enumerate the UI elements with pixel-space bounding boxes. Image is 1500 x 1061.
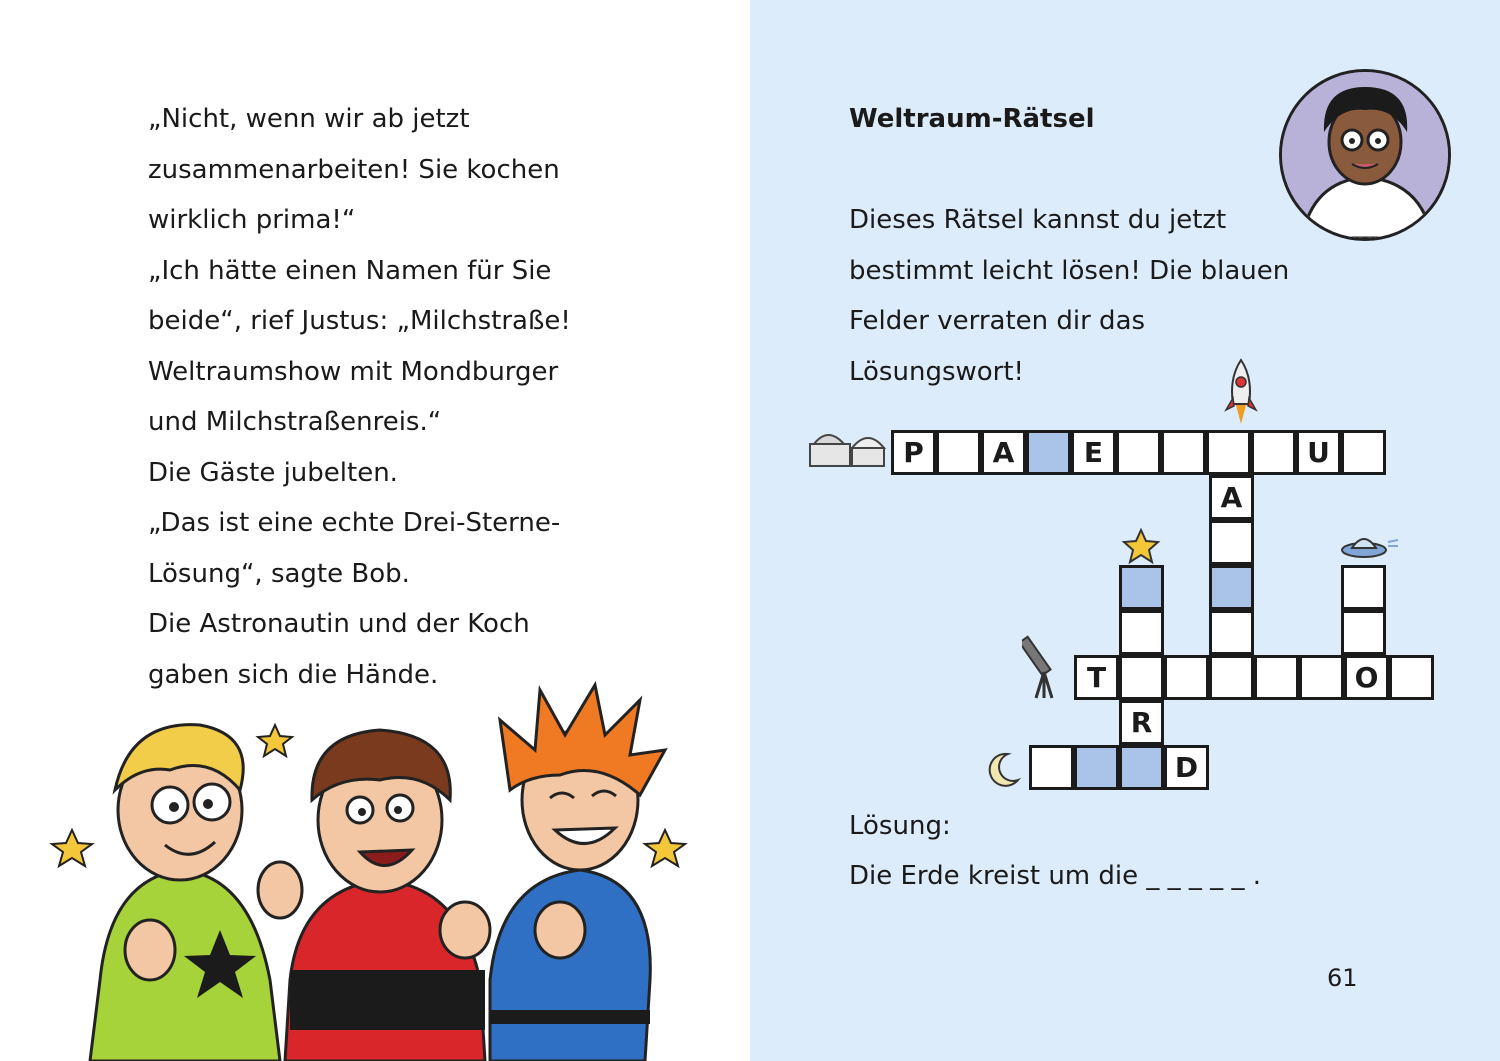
crossword-cell[interactable] [1389, 655, 1434, 700]
crossword-cell[interactable]: T [1074, 655, 1119, 700]
story-line: beide“, rief Justus: „Milchstraße! [148, 306, 571, 336]
story-line: zusammenarbeiten! Sie kochen [148, 154, 560, 185]
crossword-cell-solution[interactable] [1074, 745, 1119, 790]
crossword-cell[interactable]: D [1164, 745, 1209, 790]
puzzle-title: Weltraum-Rätsel [849, 104, 1095, 134]
story-line: Die Astronautin und der Koch [148, 609, 530, 639]
crossword-cell[interactable] [1341, 430, 1386, 475]
boy-blond [90, 725, 280, 1061]
crossword-cell-solution[interactable] [1119, 745, 1164, 790]
crossword-cell[interactable]: U [1296, 430, 1341, 475]
solution-sentence: Die Erde kreist um die _ _ _ _ _ . [849, 861, 1261, 891]
crossword-cell[interactable] [1116, 430, 1161, 475]
crossword-cell-solution[interactable] [1119, 565, 1164, 610]
crossword-cell[interactable] [1341, 610, 1386, 655]
crossword-cell[interactable]: R [1119, 700, 1164, 745]
story-line: wirklich prima!“ [148, 205, 356, 235]
crossword-cell[interactable] [1164, 655, 1209, 700]
intro-line: Lösungswort! [849, 356, 1024, 387]
crossword-cell[interactable] [1299, 655, 1344, 700]
crossword-cell[interactable] [1209, 610, 1254, 655]
story-text [148, 98, 708, 704]
crossword-cell[interactable] [1209, 655, 1254, 700]
crossword-cell[interactable] [1029, 745, 1074, 790]
crossword-cell[interactable] [1206, 430, 1251, 475]
observatory-icon [808, 426, 888, 470]
star-icon [1118, 526, 1164, 566]
crossword-cell[interactable] [936, 430, 981, 475]
crossword-cell-solution[interactable] [1026, 430, 1071, 475]
intro-line: Felder verraten dir das [849, 306, 1146, 336]
telescope-icon [1022, 632, 1068, 702]
story-line: „Nicht, wenn wir ab jetzt [148, 104, 470, 134]
page-number: 61 [1327, 964, 1358, 992]
boy-brown [258, 730, 490, 1061]
story-line: Weltraumshow mit Mondburger [148, 356, 559, 387]
boy-orange [490, 685, 665, 1061]
ufo-icon [1340, 528, 1400, 564]
story-line: Die Gäste jubelten. [148, 457, 398, 488]
crossword-cell[interactable] [1119, 655, 1164, 700]
crossword-cell[interactable]: O [1344, 655, 1389, 700]
story-line: gaben sich die Hände. [148, 659, 439, 690]
solution-label: Lösung: [849, 811, 951, 841]
story-line: und Milchstraßenreis.“ [148, 407, 442, 437]
crossword-grid [750, 0, 1500, 1061]
story-line: Lösung“, sagte Bob. [148, 558, 410, 589]
crossword-cell[interactable] [1119, 610, 1164, 655]
crossword-cell[interactable] [1341, 565, 1386, 610]
crossword-cell[interactable] [1251, 430, 1296, 475]
moon-icon [982, 750, 1022, 790]
rocket-icon [1223, 358, 1259, 428]
three-boys-illustration [40, 680, 710, 1061]
crossword-cell[interactable]: A [1209, 475, 1254, 520]
story-line: „Ich hätte einen Namen für Sie [148, 255, 552, 286]
intro-line: Dieses Rätsel kannst du jetzt [849, 205, 1227, 235]
intro-line: bestimmt leicht lösen! Die blauen [849, 255, 1290, 286]
crossword-cell[interactable]: E [1071, 430, 1116, 475]
crossword-cell[interactable] [1254, 655, 1299, 700]
right-page [750, 0, 1500, 1061]
crossword-cell[interactable] [1209, 520, 1254, 565]
crossword-cell-solution[interactable] [1209, 565, 1254, 610]
crossword-cell[interactable] [1161, 430, 1206, 475]
crossword-cell[interactable]: A [981, 430, 1026, 475]
crossword-cell[interactable]: P [891, 430, 936, 475]
story-line: „Das ist eine echte Drei-Sterne- [148, 508, 561, 538]
